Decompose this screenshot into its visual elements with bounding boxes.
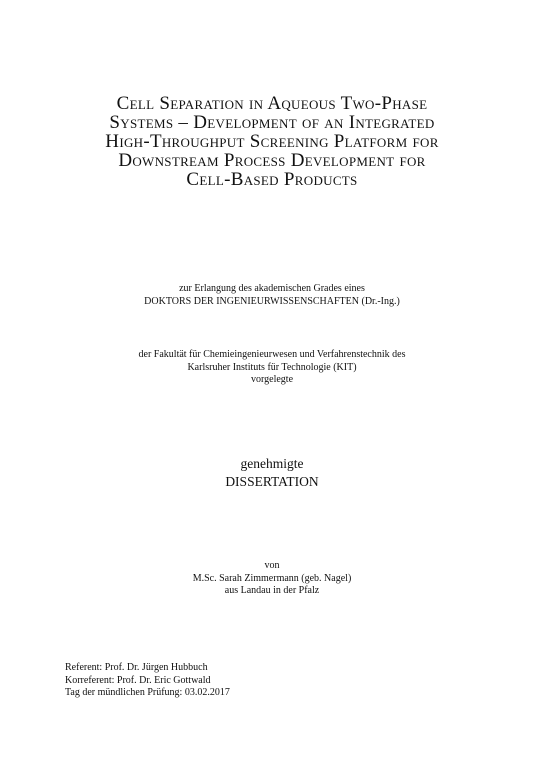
approved-line-2: DISSERTATION [225,474,319,489]
title-line: High-Throughput Screening Platform for [105,131,439,152]
exam-date: Tag der mündlichen Prüfung: 03.02.2017 [65,687,230,698]
faculty-line-3: vorgelegte [250,374,294,385]
approved-line-1: genehmigte [240,456,304,471]
korreferent: Korreferent: Prof. Dr. Eric Gottwald [65,674,211,686]
faculty-line-2: Karlsruher Instituts für Technologie (KIT) [187,361,357,373]
referent: Referent: Prof. Dr. Jürgen Hubbuch [65,662,208,673]
approved-dissertation [40,455,504,491]
degree-line-2: DOKTORS DER INGENIEURWISSENSCHAFTEN (Dr.-Ing.) [144,295,400,307]
author-name: M.Sc. Sarah Zimmermann (geb. Nagel) [192,572,352,584]
title-line: Cell Separation in Aqueous Two-Phase [116,93,428,114]
author-von: von [264,560,280,571]
degree-line-1: zur Erlangung des akademischen Grades eines [179,283,365,294]
title-line: Cell-Based Products [186,169,358,190]
referees-block [65,662,230,700]
faculty-statement [40,349,504,387]
dissertation-title [40,94,504,189]
title-line: Downstream Process Development for [118,150,426,171]
faculty-line-1: der Fakultät für Chemieingenieurwesen und Verfahrenstechnik des [138,349,406,360]
author-origin: aus Landau in der Pfalz [224,585,320,596]
author-block [40,560,504,598]
title-line: Systems – Development of an Integrated [109,112,435,133]
degree-statement [40,283,504,308]
